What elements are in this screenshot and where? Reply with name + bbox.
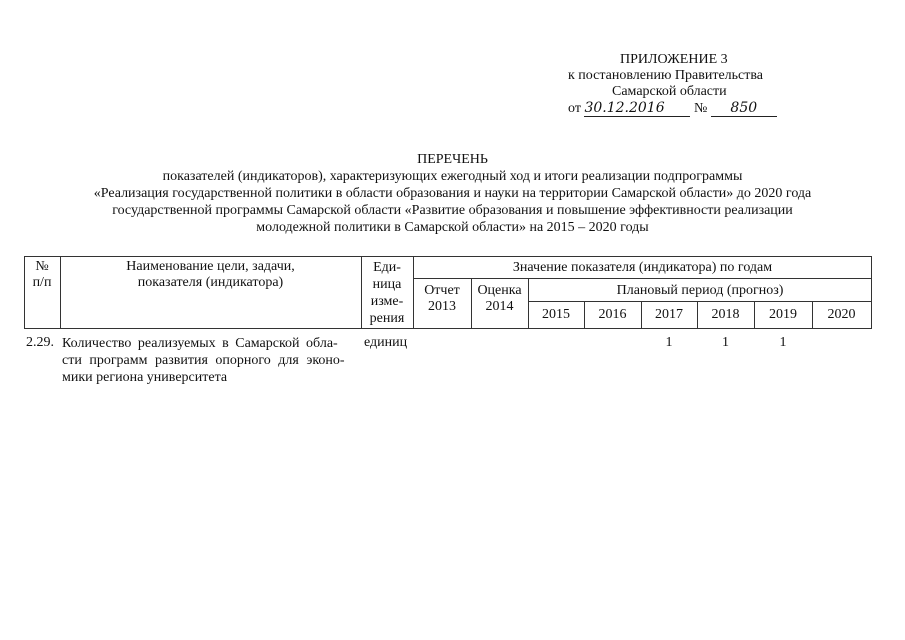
header-plan: Плановый период (прогноз)	[616, 283, 784, 298]
table-border	[528, 301, 872, 302]
row-name-line: мики региона университета	[62, 370, 228, 385]
header-year: 2020	[827, 307, 856, 322]
number-label: №	[693, 101, 708, 116]
header-year: 2015	[542, 307, 570, 322]
header-name	[60, 259, 361, 291]
header-text: Наименование цели, задачи,	[126, 259, 295, 274]
header-text: Еди-	[373, 260, 401, 275]
header-year: 2017	[655, 307, 683, 322]
header-unit	[361, 259, 413, 327]
row-name	[62, 335, 345, 386]
from-label: от	[568, 101, 581, 116]
header-text: Оценка	[477, 283, 522, 298]
row-value-2017: 1	[665, 335, 673, 350]
header-estimate-2014	[471, 283, 528, 315]
appendix-line3: Самарской области	[612, 84, 727, 99]
header-text: изме-	[370, 294, 404, 309]
header-text: ница	[372, 277, 402, 292]
header-text: №	[35, 259, 49, 274]
title-line: молодежной политики в Самарской области» на 2015 – 2020 годы	[256, 220, 649, 235]
header-text: 2014	[485, 299, 514, 314]
appendix-line2: к постановлению Правительства	[568, 68, 764, 83]
table-border	[413, 278, 872, 279]
row-name-line: Количество реализуемых в Самарской обла-	[62, 336, 338, 351]
header-text: 2013	[428, 299, 456, 314]
header-text: Отчет	[424, 283, 460, 298]
header-text: рения	[369, 311, 405, 326]
appendix-date-line	[568, 100, 777, 117]
row-unit: единиц	[364, 335, 408, 350]
row-name-line: сти программ развития опорного для эконо-	[62, 353, 345, 368]
header-report-2013	[413, 283, 471, 315]
signature-number: 850	[711, 100, 777, 117]
row-value-2019: 1	[779, 335, 787, 350]
table-border	[24, 256, 872, 257]
header-year: 2019	[769, 307, 797, 322]
header-text: показателя (индикатора)	[137, 275, 284, 290]
header-year: 2016	[598, 307, 627, 322]
title-heading: ПЕРЕЧЕНЬ	[417, 152, 488, 167]
title-line: показателей (индикаторов), характеризующих ежегодный ход и итоги реализации подпрограммы	[162, 169, 743, 184]
appendix-title: ПРИЛОЖЕНИЕ 3	[620, 52, 728, 67]
header-values: Значение показателя (индикатора) по годам	[512, 260, 773, 275]
title-line: государственной программы Самарской области «Развитие образования и повышение эффективности реализации	[112, 203, 793, 218]
header-num	[24, 259, 60, 291]
header-year: 2018	[711, 307, 740, 322]
title-line: «Реализация государственной политики в области образования и науки на территории Самарской области» до 2020 года	[93, 186, 812, 201]
row-num: 2.29.	[26, 335, 54, 350]
header-text: п/п	[32, 275, 52, 290]
row-value-2018: 1	[722, 335, 729, 350]
table-border	[24, 328, 872, 329]
signature-date: 30.12.2016	[584, 100, 690, 117]
